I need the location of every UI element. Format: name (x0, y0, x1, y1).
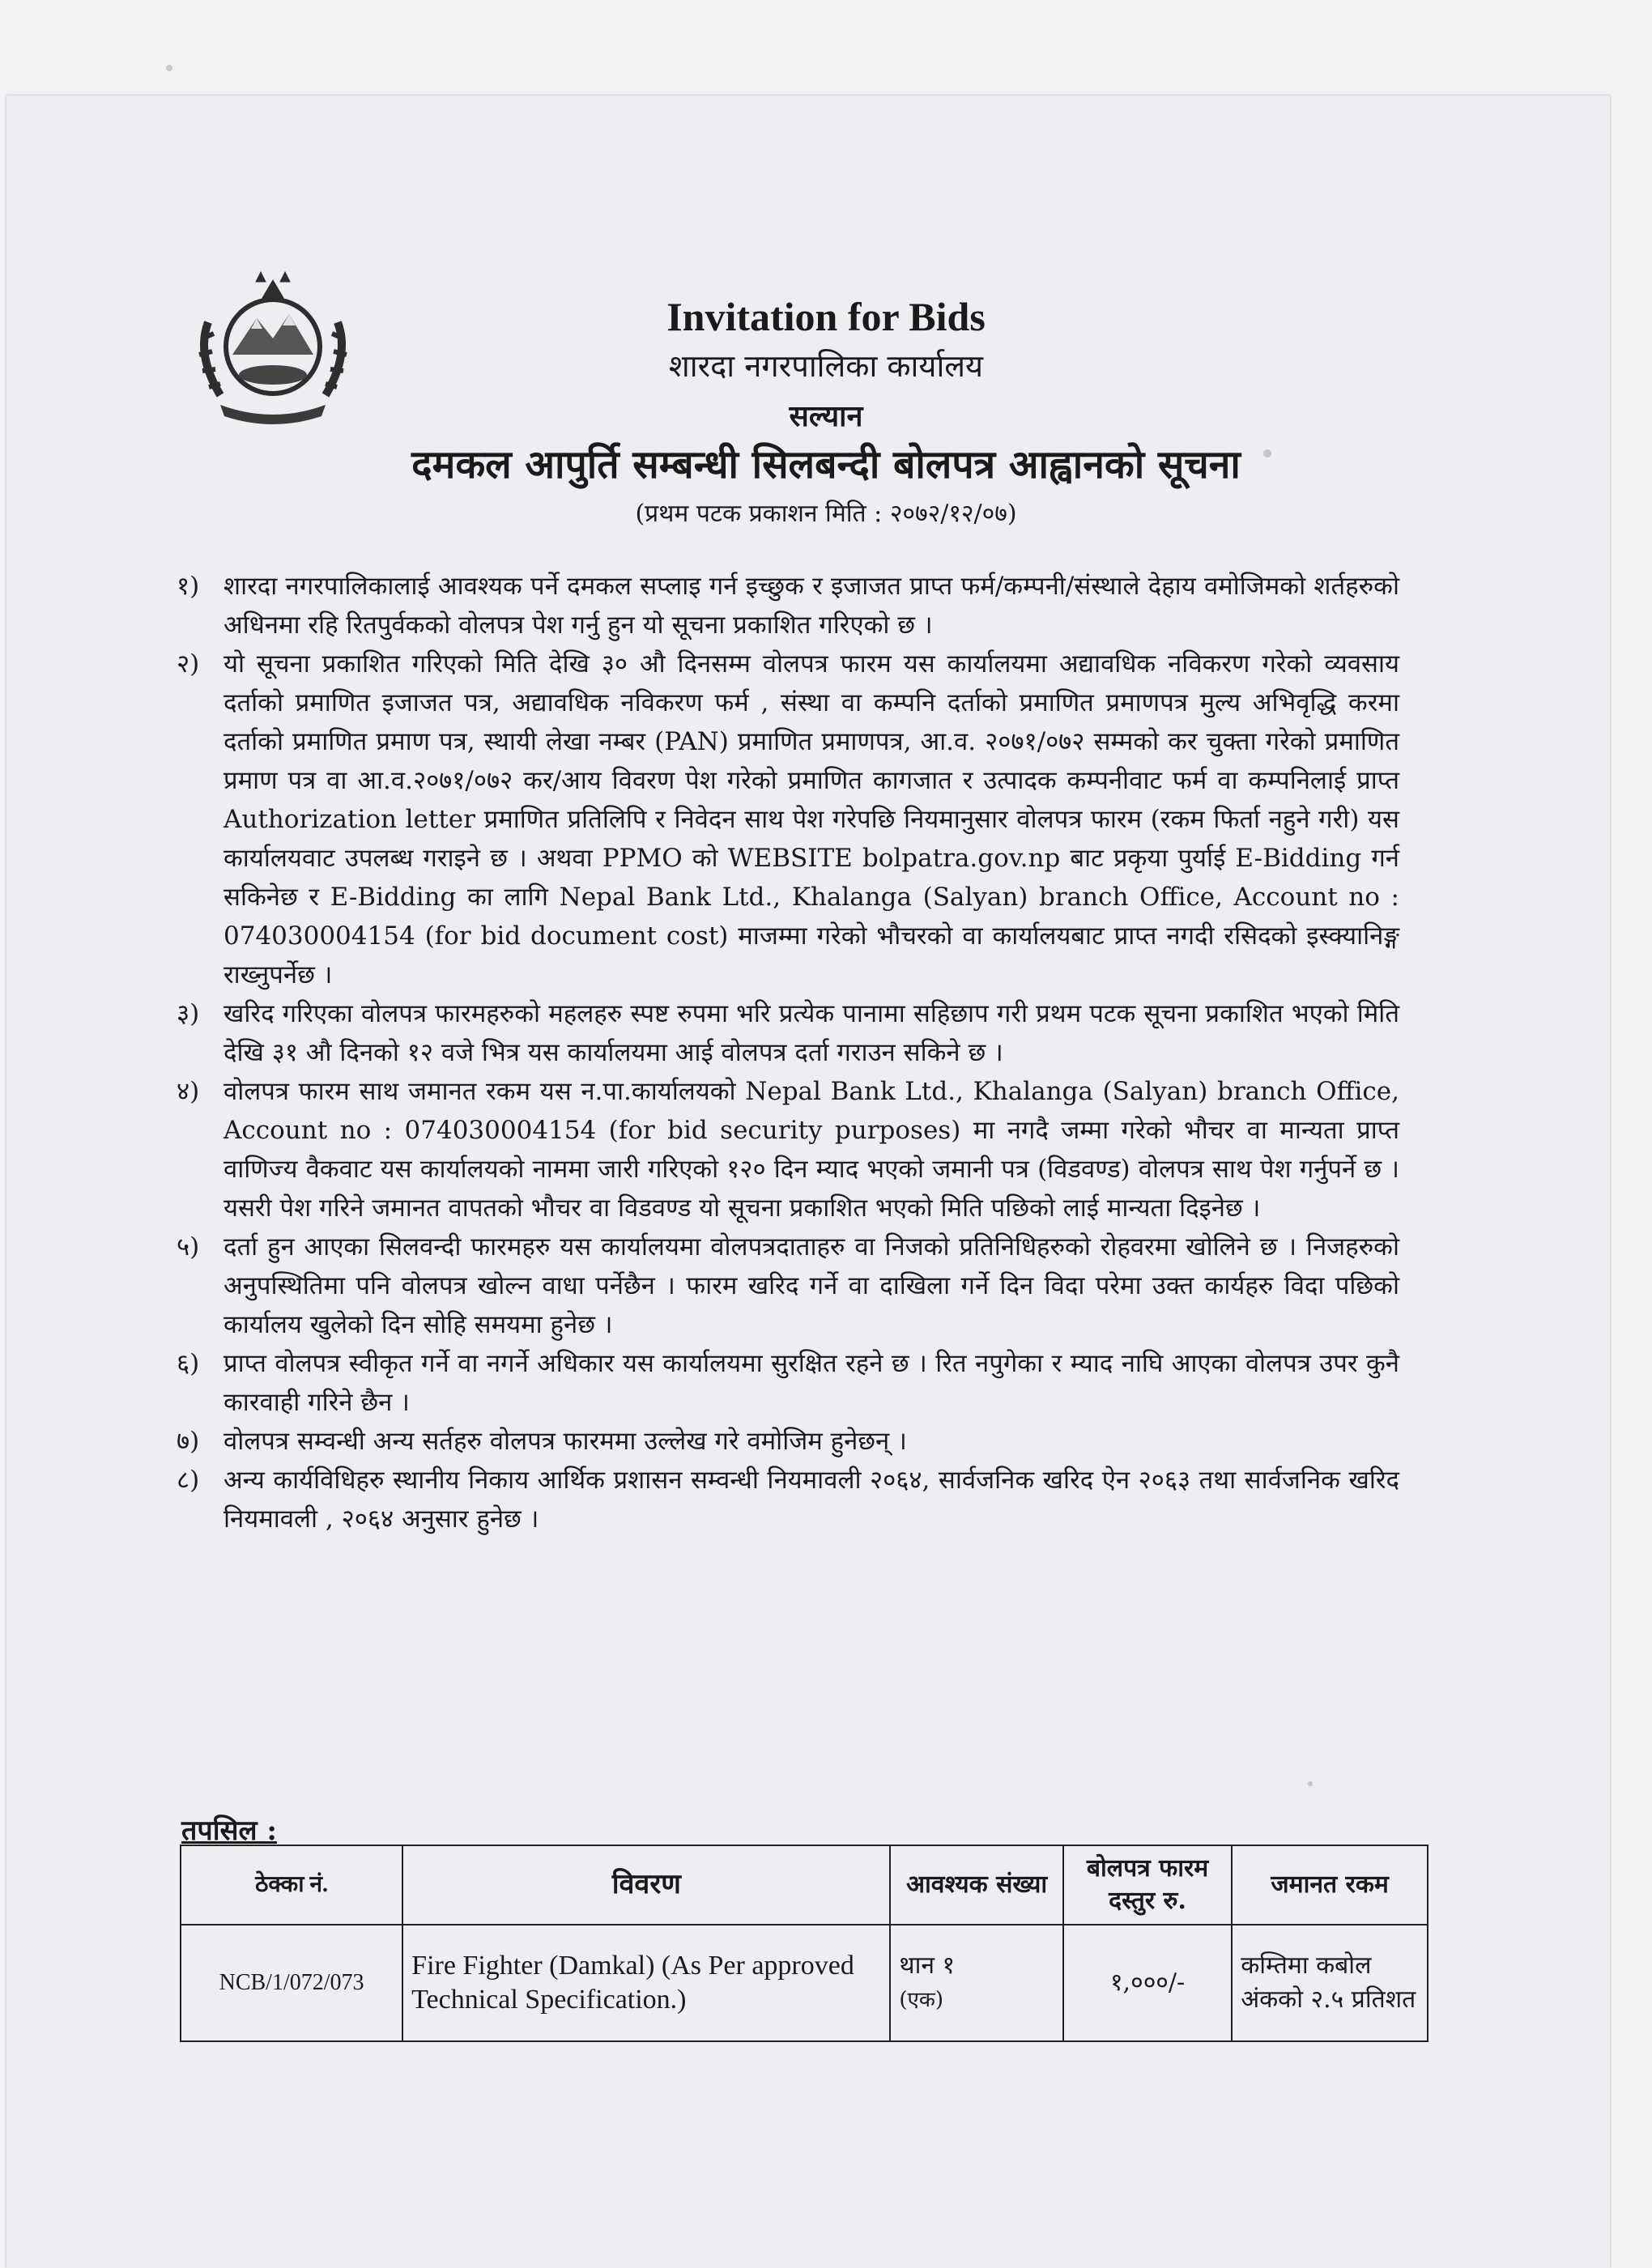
clause-text: वोलपत्र सम्वन्धी अन्य सर्तहरु वोलपत्र फारममा उल्लेख गरे वमोजिम हुनेछन् । (224, 1427, 907, 1456)
paper-speck (1308, 1781, 1313, 1786)
table-row (181, 1925, 1428, 2041)
clause-6 (177, 1344, 1399, 1422)
clause-number: ६) (177, 1349, 200, 1378)
clause-number: ४) (177, 1077, 200, 1106)
header-quantity: आवश्यक संख्या (890, 1845, 1062, 1925)
clause-number: २) (177, 649, 200, 679)
office-name: शारदा नगरपालिका कार्यालय (668, 348, 984, 384)
table-header-row (181, 1845, 1428, 1925)
clause-text: शारदा नगरपालिकालाई आवश्यक पर्ने दमकल सप्लाइ गर्न इच्छुक र इजाजत प्राप्त फर्म/कम्पनी/संस्थाले देहाय वमोजिमको शर्तहरुको अधिनमा रहि रितपुर्वकको वोलपत्र पेश गर्नु हुन यो सूचना प्रकाशित गरिएको छ । (224, 572, 1399, 640)
header-description: विवरण (402, 1845, 890, 1925)
publish-date: (प्रथम पटक प्रकाशन मिति : २०७२/१२/०७) (635, 500, 1017, 528)
cell-form-fee: १,०००/- (1063, 1925, 1232, 2041)
document-title: Invitation for Bids (666, 294, 986, 339)
clause-text: वोलपत्र फारम साथ जमानत रकम यस न.पा.कार्यालयको Nepal Bank Ltd., Khalanga (Salyan) branch Office, Account no : 074030004154 (for bid security purposes) मा नगदै जम्मा गरेको भौचर वा मान्यता प्राप्त वाणिज्य वैकवाट यस कार्यालयको नाममा जारी गरिएको १२० दिन म्याद भएको जमानी पत्र (विडवण्ड) वोलपत्र साथ पेश गर्नुपर्ने छ । यसरी पेश गरिने जमानत वापतको भौचर वा विडवण्ड यो सूचना प्रकाशित भएको मिति पछिको लाई मान्यता दिइनेछ । (224, 1077, 1399, 1223)
cell-description: Fire Fighter (Damkal) (As Per approved Technical Specification.) (402, 1925, 890, 2041)
clause-text: दर्ता हुन आएका सिलवन्दी फारमहरु यस कार्यालयमा वोलपत्रदाताहरु वा निजको प्रतिनिधिहरुको रोहवरमा खोलिने छ । निजहरुको अनुपस्थितिमा पनि वोलपत्र खोल्न वाधा पर्नेछैन । फारम खरिद गर्ने वा दाखिला गर्ने दिन विदा परेमा उक्त कार्यहरु विदा पछिको कार्यालय खुलेको दिन सोहि समयमा हुनेछ । (224, 1232, 1399, 1339)
notice-clauses (177, 567, 1399, 1538)
district-name: सल्यान (789, 399, 863, 433)
header-form-fee: बोलपत्र फारम दस्तुर रु. (1063, 1845, 1232, 1925)
notice-title: दमकल आपुर्ति सम्बन्धी सिलबन्दी बोलपत्र आह्वानको सूचना (411, 442, 1241, 487)
clause-text: यो सूचना प्रकाशित गरिएको मिति देखि ३० औ दिनसम्म वोलपत्र फारम यस कार्यालयमा अद्यावधिक नविकरण गरेको व्यवसाय दर्ताको प्रमाणित इजाजत पत्र, अद्यावधिक नविकरण फर्म , संस्था वा कम्पनि दर्ताको प्रमाणित प्रमाणपत्र मुल्य अभिवृद्धि करमा दर्ताको प्रमाणित प्रमाण पत्र, स्थायी लेखा नम्बर (PAN) प्रमाणित प्रमाणपत्र, आ.व. २०७१/०७२ सम्मको कर चुक्ता गरेको प्रमाणित प्रमाण पत्र वा आ.व.२०७१/०७२ कर/आय विवरण पेश गरेको प्रमाणित कागजात र उत्पादक कम्पनीवाट फर्म वा कम्पनिलाई प्राप्त Authorization letter प्रमाणित प्रतिलिपि र निवेदन साथ पेश गरेपछि नियमानुसार वोलपत्र फारम (रकम फिर्ता नहुने गरी) यस कार्यालयवाट उपलब्ध गराइने छ । अथवा PPMO को WEBSITE bolpatra.gov.np बाट प्रकृया पुर्याई E-Bidding गर्न सकिनेछ र E-Bidding का लागि Nepal Bank Ltd., Khalanga (Salyan) branch Office, Account no : 074030004154 (for bid document cost) माजम्मा गरेको भौचरको वा कार्यालयबाट प्राप्त नगदी रसिदको इस्क्यानिङ्ग राख्नुपर्नेछ । (224, 649, 1399, 989)
clause-2 (177, 645, 1399, 994)
clause-7 (177, 1422, 1399, 1461)
paper-speck (166, 65, 172, 71)
quantity-value: थान १ (899, 1951, 956, 1980)
clause-3 (177, 994, 1399, 1072)
header-security-amount: जमानत रकम (1232, 1845, 1428, 1925)
cell-security-amount: कम्तिमा कबोल अंकको २.५ प्रतिशत (1232, 1925, 1428, 2041)
clause-text: प्राप्त वोलपत्र स्वीकृत गर्ने वा नगर्ने अधिकार यस कार्यालयमा सुरक्षित रहने छ । रित नपुगेका र म्याद नाघि आएका वोलपत्र उपर कुनै कारवाही गरिने छैन । (224, 1349, 1399, 1417)
clause-1 (177, 567, 1399, 645)
clause-4 (177, 1072, 1399, 1228)
clause-8 (177, 1461, 1399, 1538)
clause-number: ३) (177, 999, 200, 1028)
quantity-words: (एक) (899, 1988, 944, 2012)
header-contract-no: ठेक्का नं. (181, 1845, 402, 1925)
clause-text: खरिद गरिएका वोलपत्र फारमहरुको महलहरु स्पष्ट रुपमा भरि प्रत्येक पानामा सहिछाप गरी प्रथम पटक सूचना प्रकाशित भएको मिति देखि ३१ औ दिनको १२ वजे भित्र यस कार्यालयमा आई वोलपत्र दर्ता गराउन सकिने छ । (224, 999, 1399, 1067)
clause-number: १) (177, 572, 200, 601)
clause-text: अन्य कार्यविधिहरु स्थानीय निकाय आर्थिक प्रशासन सम्वन्धी नियमावली २०६४, सार्वजनिक खरिद ऐन २०६३ तथा सार्वजनिक खरिद नियमावली , २०६४ अनुसार हुनेछ । (224, 1466, 1399, 1534)
clause-number: ७) (177, 1427, 200, 1456)
clause-number: ८) (177, 1466, 200, 1495)
cell-quantity (890, 1925, 1062, 2041)
clause-5 (177, 1228, 1399, 1344)
clause-number: ५) (177, 1232, 200, 1262)
schedule-label: तपसिल : (181, 1815, 277, 1847)
cell-contract-no: NCB/1/072/073 (181, 1925, 402, 2041)
schedule-table (180, 1845, 1428, 2042)
